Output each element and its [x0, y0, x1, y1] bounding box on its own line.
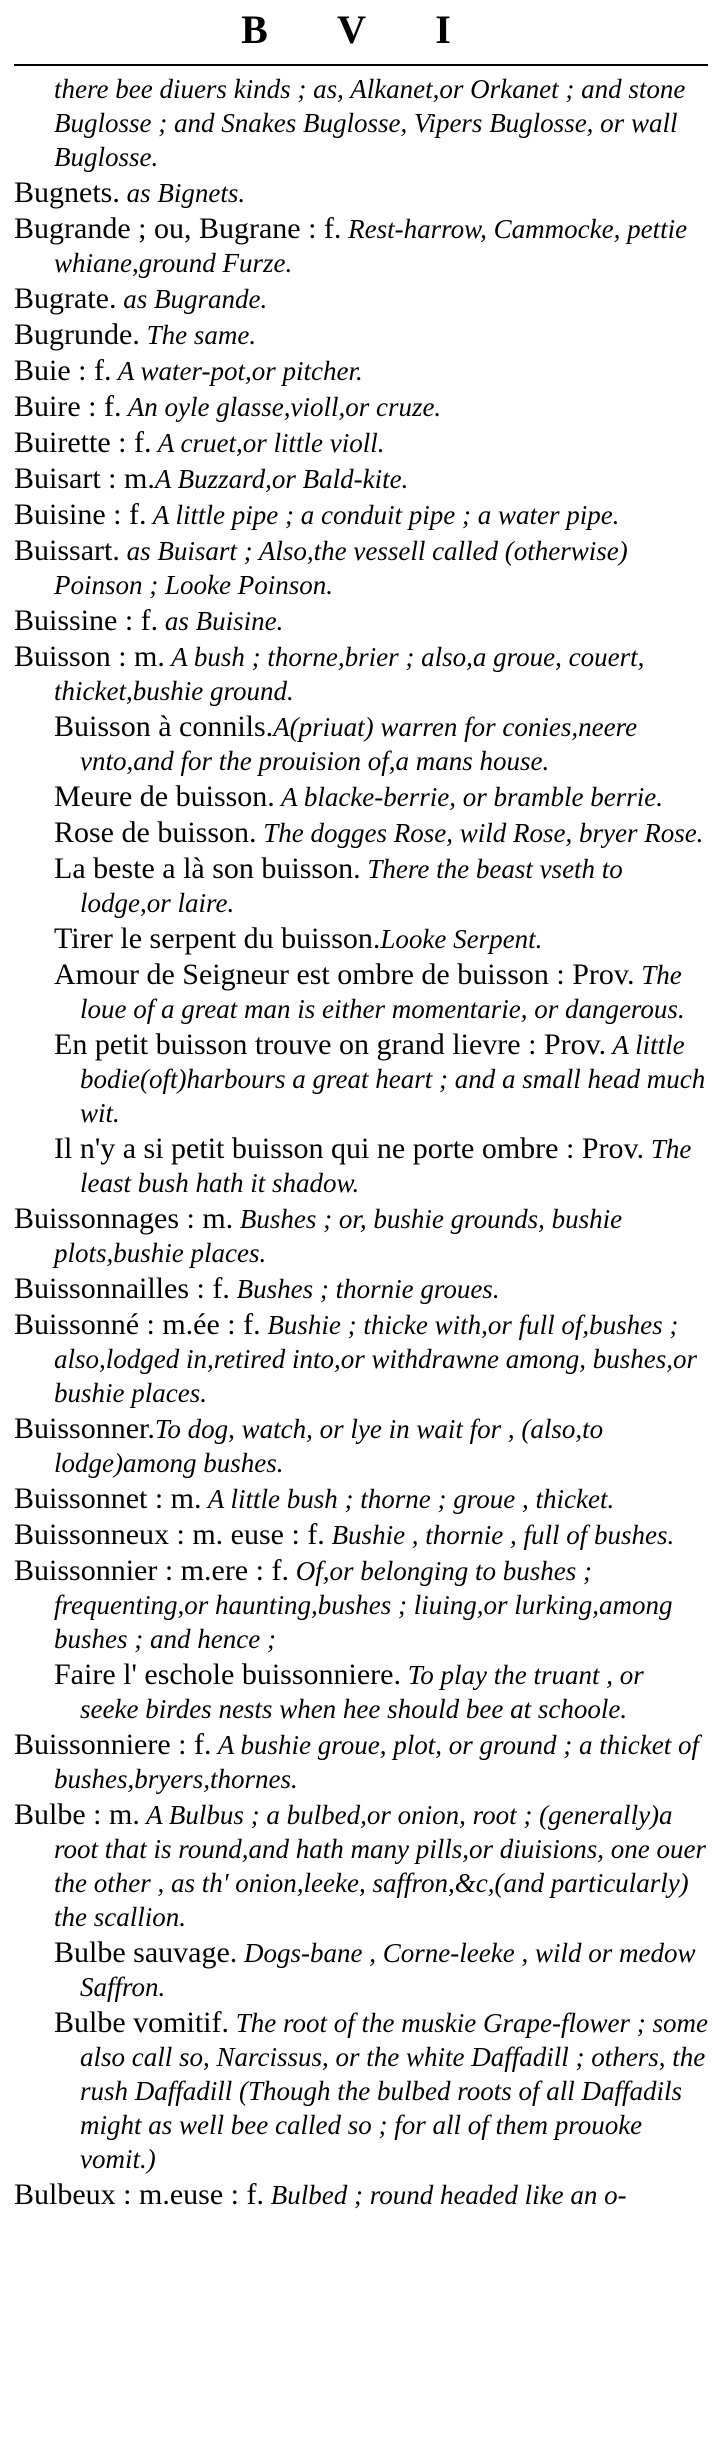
- headword: Buissonnier : m.ere : f.: [14, 1554, 289, 1587]
- dictionary-entry: [14, 1554, 708, 1656]
- sub-entry: [54, 1028, 708, 1130]
- sub-entry: [54, 852, 708, 920]
- dictionary-entry: [14, 462, 708, 496]
- headword: Meure de buisson.: [54, 780, 275, 813]
- headword: Buisart : m.: [14, 462, 155, 495]
- headword: Bulbe vomitif.: [54, 2006, 229, 2039]
- headword: Bulbe sauvage.: [54, 1936, 238, 1969]
- headword: Tirer le serpent du buisson.: [54, 922, 381, 955]
- dictionary-entry: [14, 282, 708, 316]
- headword: Bugnets.: [14, 176, 120, 209]
- headword: Bugrande ; ou, Bugrane : f.: [14, 212, 342, 245]
- headword: Rose de buisson.: [54, 816, 257, 849]
- definition: Looke Serpent.: [380, 924, 543, 954]
- headword: Buisine : f.: [14, 498, 147, 531]
- headword: Buire : f.: [14, 390, 122, 423]
- headword: La beste a là son buisson.: [54, 852, 361, 885]
- definition: there bee diuers kinds ; as, Alkanet,or Orkanet ; and stone Buglosse ; and Snakes Buglosse, Vipers Buglosse, or wall Buglosse.: [54, 74, 686, 172]
- definition: A little bush ; thorne ; groue , thicket.: [201, 1484, 615, 1514]
- sub-entry: [54, 922, 708, 956]
- dictionary-entry: [14, 1518, 708, 1552]
- definition: A little bodie(oft)harbours a great heart ; and a small head much wit.: [80, 1030, 706, 1128]
- definition: The least bush hath it shadow.: [80, 1134, 692, 1198]
- definition: Of,or belonging to bushes ; frequenting,or haunting,bushes ; liuing,or lurking,among bushes ; and hence ;: [54, 1556, 673, 1654]
- definition: as Buisine.: [158, 606, 284, 636]
- definition: Dogs-bane , Corne-leeke , wild or medow Saffron.: [80, 1938, 696, 2002]
- definition: The loue of a great man is either momentarie, or dangerous.: [80, 960, 685, 1024]
- headword: Buissart.: [14, 534, 120, 567]
- definition: Bushie ; thicke with,or full of,bushes ; also,lodged in,retired into,or withdrawne among, bushes,or bushie places.: [54, 1310, 698, 1408]
- headword: Buissonneux : m. euse : f.: [14, 1518, 325, 1551]
- headword: Amour de Seigneur est ombre de buisson : Prov.: [54, 958, 635, 991]
- definition: The dogges Rose, wild Rose, bryer Rose.: [256, 818, 704, 848]
- dictionary-entry: [14, 604, 708, 638]
- definition: A Bulbus ; a bulbed,or onion, root ; (generally)a root that is round,and hath many pills,or diuisions, one ouer the other , as th' onion,leeke, saffron,&c,(and particularly) the scallion.: [54, 1800, 707, 1932]
- headword: Buisson à connils.: [54, 710, 274, 743]
- dictionary-entry: [14, 2178, 708, 2212]
- header-rule: [14, 64, 708, 66]
- definition: There the beast vseth to lodge,or laire.: [80, 854, 623, 918]
- definition: Bushes ; thornie groues.: [229, 1274, 500, 1304]
- definition: A(priuat) warren for conies,neere vnto,and for the prouision of,a mans house.: [80, 712, 638, 776]
- dictionary-entry: [14, 1798, 708, 1934]
- headword: Buisson : m.: [14, 640, 165, 673]
- definition: A bushie groue, plot, or ground ; a thicket of bushes,bryers,thornes.: [54, 1730, 699, 1794]
- headword: Buirette : f.: [14, 426, 152, 459]
- dictionary-entry: [14, 176, 708, 210]
- headword: Bugrate.: [14, 282, 117, 315]
- definition: A blacke-berrie, or bramble berrie.: [274, 782, 663, 812]
- definition: A little pipe ; a conduit pipe ; a water pipe.: [146, 500, 620, 530]
- sub-entry: [54, 816, 708, 850]
- headword: Buissonnailles : f.: [14, 1272, 230, 1305]
- page-header: B V I: [241, 7, 481, 52]
- headword: Buissonné : m.ée : f.: [14, 1308, 261, 1341]
- dictionary-entry: [14, 1202, 708, 1270]
- dictionary-entry: [14, 318, 708, 352]
- definition: To play the truant , or seeke birdes nests when hee should bee at schoole.: [80, 1660, 644, 1724]
- continued-entry: [54, 72, 708, 174]
- dictionary-entry: [14, 1728, 708, 1796]
- definition: Bushie , thornie , full of bushes.: [324, 1520, 675, 1550]
- headword: Buissine : f.: [14, 604, 159, 637]
- headword: Buissonnet : m.: [14, 1482, 202, 1515]
- entry-list: [14, 72, 708, 2212]
- headword: Il n'y a si petit buisson qui ne porte ombre : Prov.: [54, 1132, 645, 1165]
- definition: Bushes ; or, bushie grounds, bushie plots,bushie places.: [54, 1204, 623, 1268]
- headword: Bulbe : m.: [14, 1798, 140, 1831]
- definition: A bush ; thorne,brier ; also,a groue, couert, thicket,bushie ground.: [54, 642, 645, 706]
- dictionary-entry: [14, 640, 708, 708]
- definition: The root of the muskie Grape-flower ; some also call so, Narcissus, or the white Daffadill ; others, the rush Daffadill (Though the bulbed roots of all Daffadils might as well bee called so ; for all of them prouoke vomit.): [80, 2008, 708, 2174]
- dictionary-entry: [14, 390, 708, 424]
- headword: En petit buisson trouve on grand lievre : Prov.: [54, 1028, 607, 1061]
- headword: Buissonnages : m.: [14, 1202, 234, 1235]
- definition: The same.: [139, 320, 257, 350]
- definition: as Bignets.: [119, 178, 246, 208]
- dictionary-entry: [14, 426, 708, 460]
- dictionary-entry: [14, 1308, 708, 1410]
- headword: Buie : f.: [14, 354, 112, 387]
- dictionary-entry: [14, 212, 708, 280]
- sub-entry: [54, 958, 708, 1026]
- definition: A water-pot,or pitcher.: [111, 356, 363, 386]
- definition: An oyle glasse,violl,or cruze.: [121, 392, 442, 422]
- definition: To dog, watch, or lye in wait for , (also,to lodge)among bushes.: [54, 1414, 604, 1478]
- dictionary-entry: [14, 354, 708, 388]
- headword: Buissonniere : f.: [14, 1728, 212, 1761]
- headword: Bugrunde.: [14, 318, 140, 351]
- dictionary-entry: [14, 498, 708, 532]
- sub-entry: [54, 1936, 708, 2004]
- dictionary-entry: [14, 1412, 708, 1480]
- definition: Rest-harrow, Cammocke, pettie whiane,ground Furze.: [54, 214, 688, 278]
- headword: Bulbeux : m.euse : f.: [14, 2178, 264, 2211]
- definition: as Buisart ; Also,the vessell called (otherwise) Poinson ; Looke Poinson.: [54, 536, 628, 600]
- headword: Faire l' eschole buissonniere.: [54, 1658, 401, 1691]
- sub-entry: [54, 710, 708, 778]
- definition: A Buzzard,or Bald-kite.: [154, 464, 409, 494]
- sub-entry: [54, 1658, 708, 1726]
- dictionary-entry: [14, 1482, 708, 1516]
- dictionary-entry: [14, 534, 708, 602]
- sub-entry: [54, 2006, 708, 2176]
- headword: Buissonner.: [14, 1412, 155, 1445]
- definition: A cruet,or little violl.: [151, 428, 385, 458]
- definition: Bulbed ; round headed like an o-: [263, 2180, 627, 2210]
- sub-entry: [54, 780, 708, 814]
- definition: as Bugrande.: [116, 284, 268, 314]
- dictionary-entry: [14, 1272, 708, 1306]
- sub-entry: [54, 1132, 708, 1200]
